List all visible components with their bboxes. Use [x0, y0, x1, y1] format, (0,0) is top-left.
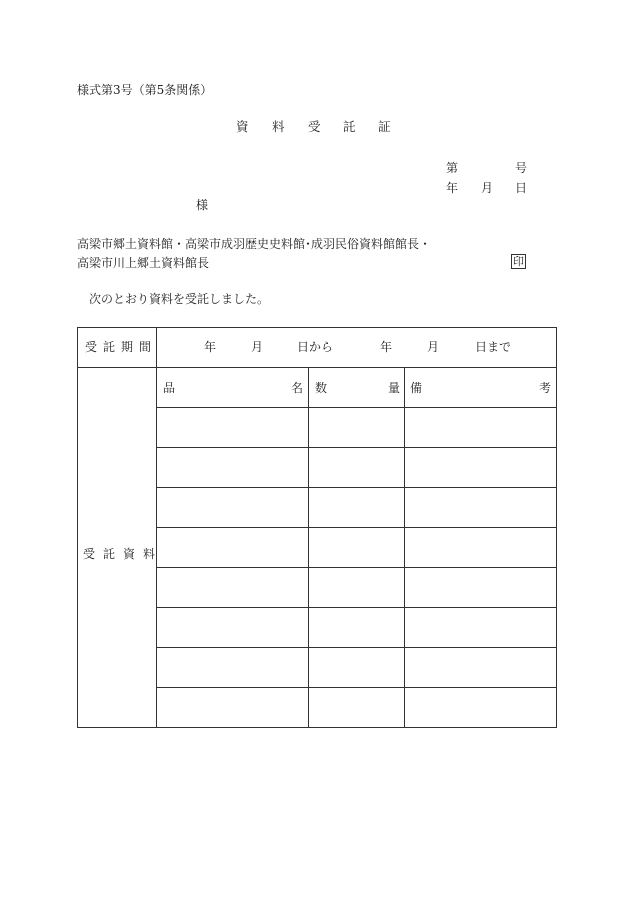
addressee-suffix: 様: [196, 198, 209, 212]
grid-row-line-3: [156, 487, 557, 488]
grid-row-line-8: [156, 687, 557, 688]
grid-row-line-4: [156, 527, 557, 528]
title-char-5: 証: [378, 119, 391, 134]
grid-row-line-1: [156, 407, 557, 408]
period-from-month: 月: [251, 340, 264, 354]
column-item-name-right: 名: [291, 381, 304, 395]
grid-row-line-6: [156, 607, 557, 608]
date-month-label: 月: [481, 181, 494, 195]
period-to-day: 日まで: [475, 340, 512, 354]
column-remarks-left: 備: [410, 381, 423, 395]
title-char-3: 受: [308, 119, 321, 134]
column-remarks-right: 考: [539, 381, 552, 395]
title-char-2: 料: [272, 119, 285, 134]
issuer-line-2: 高梁市川上郷土資料館長: [77, 256, 210, 270]
column-quantity-left: 数: [315, 381, 328, 395]
table-border-bottom: [77, 727, 557, 728]
grid-column-line-2: [404, 367, 405, 728]
doc-number-suffix: 号: [515, 161, 528, 175]
date-day-label: 日: [515, 181, 528, 195]
grid-row-line-2: [156, 447, 557, 448]
doc-number-prefix: 第: [446, 161, 459, 175]
table-border-left: [77, 327, 78, 728]
column-item-name-left: 品: [163, 381, 176, 395]
consignment-table: [77, 327, 557, 728]
period-to-month: 月: [427, 340, 440, 354]
table-border-top: [77, 327, 557, 328]
period-from-day: 日から: [297, 340, 334, 354]
period-from-year: 年: [204, 340, 217, 354]
intro-text: 次のとおり資料を受託しました。: [89, 292, 270, 306]
grid-row-line-7: [156, 647, 557, 648]
grid-column-line-1: [308, 367, 309, 728]
title-char-4: 託: [343, 119, 356, 134]
grid-row-line-5: [156, 567, 557, 568]
form-number: 様式第3号（第5条関係）: [77, 83, 213, 97]
materials-label: 受託資料: [83, 547, 164, 561]
period-label: 受託期間: [85, 340, 158, 354]
column-quantity-right: 量: [388, 381, 401, 395]
seal-mark: 印: [513, 255, 524, 268]
issuer-line-1: 高梁市郷土資料館・高梁市成羽歴史史料館･成羽民俗資料館館長・: [77, 237, 432, 251]
date-year-label: 年: [446, 181, 459, 195]
title-char-1: 資: [236, 119, 249, 134]
period-row-divider: [77, 367, 557, 368]
period-to-year: 年: [380, 340, 393, 354]
